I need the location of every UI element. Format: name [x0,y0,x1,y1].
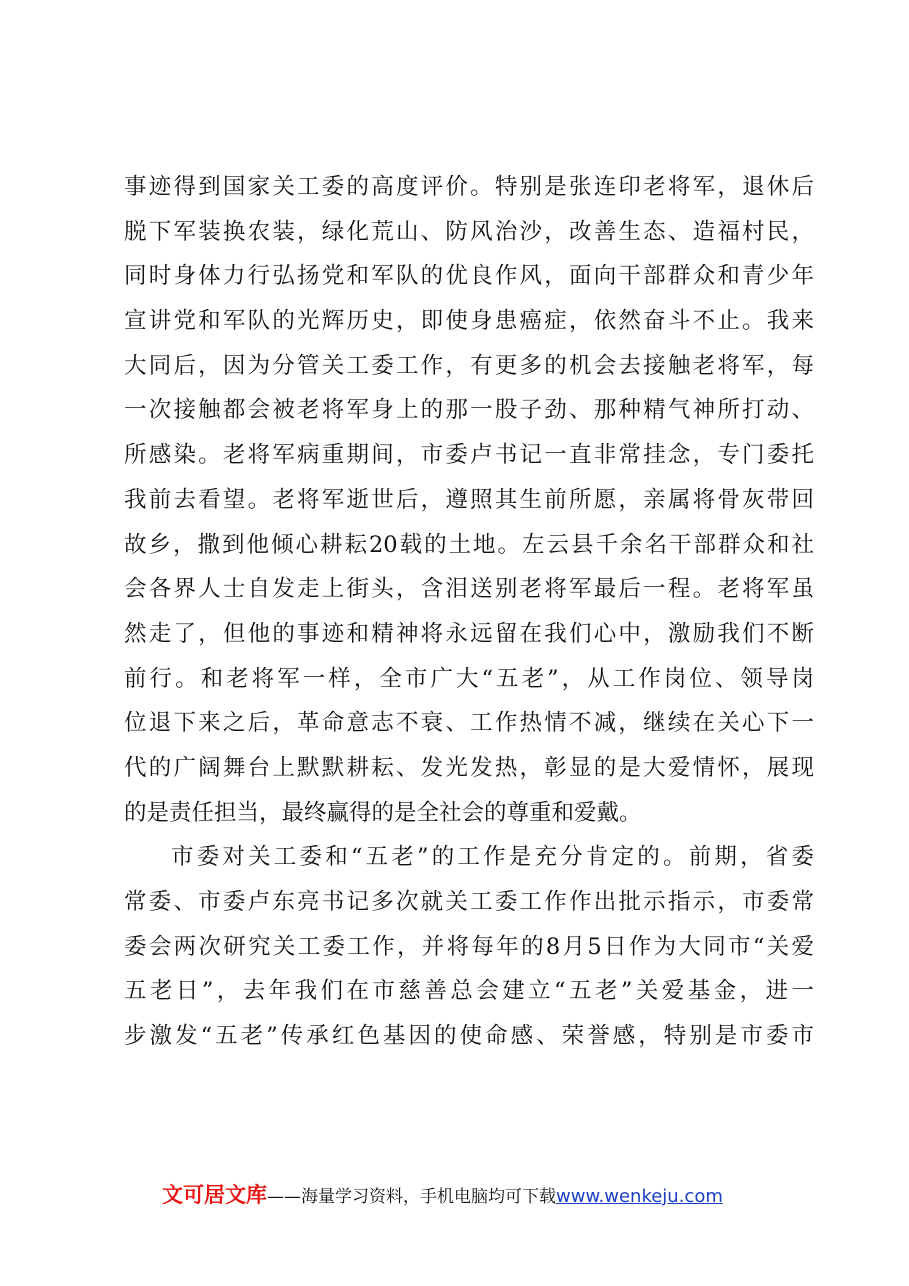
text-line: 宣讲党和军队的光辉历史，即使身患癌症，依然奋斗不止。我来 [124,308,814,335]
text-line: 五老日”，去年我们在市慈善总会建立“五老”关爱基金，进一 [124,978,814,1005]
text-line: 前行。和老将军一样，全市广大“五老”，从工作岗位、领导岗 [124,665,814,692]
footer-url-link[interactable]: www.wenkeju.com [556,1186,723,1207]
text-line: 我前去看望。老将军逝世后，遵照其生前所愿，亲属将骨灰带回 [124,486,814,513]
footer-banner [162,1180,723,1210]
text-line: 市委对关工委和“五老”的工作是充分肯定的。前期，省委 [171,844,814,871]
footer-tagline: ——海量学习资料，手机电脑均可下载 [267,1187,556,1207]
text-line: 代的广阔舞台上默默耕耘、发光发热，彰显的是大爱情怀，展现 [124,754,814,781]
text-line: 委会两次研究关工委工作，并将每年的8月5日作为大同市“关爱 [124,933,814,960]
text-line: 一次接触都会被老将军身上的那一股子劲、那种精气神所打动、 [124,397,814,424]
text-line: 同时身体力行弘扬党和军队的优良作风，面向干部群众和青少年 [124,263,814,290]
text-line: 所感染。老将军病重期间，市委卢书记一直非常挂念，专门委托 [124,442,814,469]
text-line: 故乡，撒到他倾心耕耘20载的土地。左云县千余名干部群众和社 [124,531,814,558]
text-line: 位退下来之后，革命意志不衰、工作热情不减，继续在关心下一 [124,710,814,737]
text-line: 事迹得到国家关工委的高度评价。特别是张连印老将军，退休后 [124,174,814,200]
text-line: 常委、市委卢东亮书记多次就关工委工作作出批示指示，市委常 [124,889,814,915]
text-line: 大同后，因为分管关工委工作，有更多的机会去接触老将军，每 [124,352,814,379]
body-text [124,165,814,1059]
text-line: 的是责任担当，最终赢得的是全社会的尊重和爱戴。 [124,799,642,826]
text-line: 步激发“五老”传承红色基因的使命感、荣誉感，特别是市委市 [124,1023,814,1050]
text-line: 脱下军装换农装，绿化荒山、防风治沙，改善生态、造福村民， [124,218,814,245]
text-line: 会各界人士自发走上街头，含泪送别老将军最后一程。老将军虽 [124,576,814,603]
footer-brand: 文可居文库 [162,1183,267,1207]
text-line: 然走了，但他的事迹和精神将永远留在我们心中，激励我们不断 [124,620,814,647]
